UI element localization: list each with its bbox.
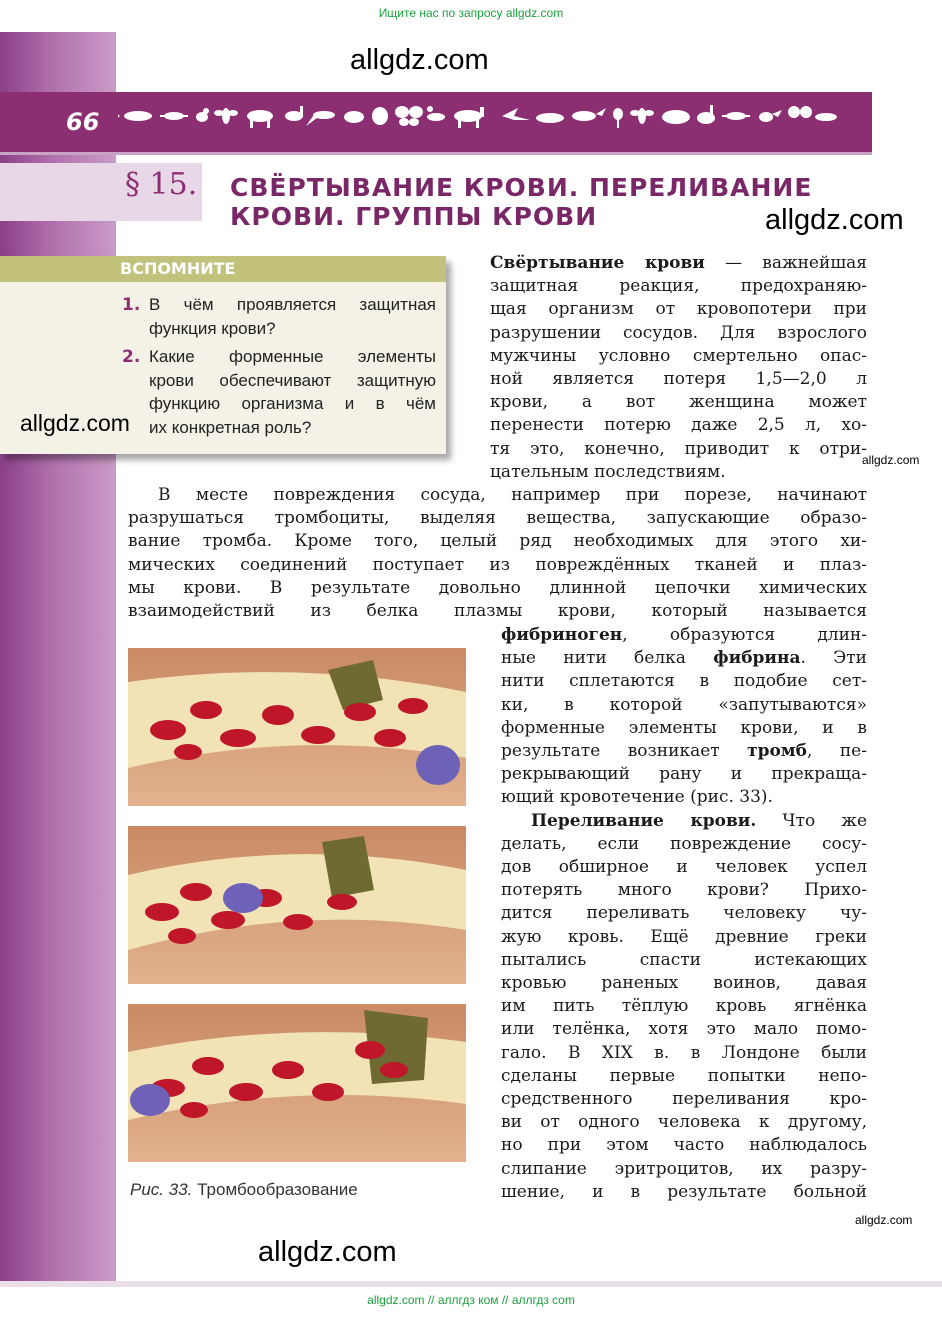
- question-2-line: их конкретная роль?: [149, 417, 312, 437]
- text-line: защитная реакция, предохраняю-: [490, 276, 867, 297]
- text-line: щая организм от кровопотери при: [490, 299, 867, 320]
- text-line: цательным последствиям.: [490, 461, 726, 482]
- text-line: дов обширное и человек успел: [501, 857, 867, 878]
- text-line: разрушении сосудов. Для взрослого: [490, 322, 867, 343]
- text-line: нити сплетаются в подобие сет-: [501, 671, 867, 692]
- beetle-icon: [372, 107, 388, 125]
- deer-icon: [285, 106, 303, 121]
- text-line: мических соединений поступает из повреждённых тканей и плаз-: [128, 554, 867, 575]
- text-line: или телёнка, хотя это мало помо-: [501, 1019, 867, 1040]
- figure-panel-1: [128, 648, 466, 806]
- bird-flying-icon: [502, 108, 530, 120]
- horse-icon: [454, 107, 484, 128]
- text-line: шение, и в результате больной: [501, 1181, 867, 1202]
- question-2-text: [149, 345, 436, 439]
- bird-icon: [196, 108, 209, 122]
- text-line: рекрывающий рану и прекраща-: [501, 764, 867, 785]
- text-line: им пить тёплую кровь ягнёнка: [501, 996, 867, 1017]
- text-line: вание тромба. Кроме того, целый ряд необходимых для этого хи-: [128, 531, 867, 552]
- rabbit-icon: [697, 105, 715, 124]
- dolphin-icon: [815, 113, 837, 121]
- boar-icon: [662, 110, 690, 124]
- text-line: Свёртывание крови — важнейшая: [490, 253, 867, 273]
- section-title: [230, 173, 812, 231]
- section-number: § 15.: [125, 167, 198, 202]
- text-line: сделаны первые попытки непо-: [501, 1065, 867, 1086]
- text-line: кровью раненых воинов, давая: [501, 973, 867, 994]
- term-bold: Свёртывание крови: [490, 253, 705, 273]
- watermark-top: allgdz.com: [350, 44, 489, 76]
- question-1-text: [149, 293, 436, 340]
- lizard-icon: [160, 112, 188, 120]
- text-line: ки, в которой «запутываются»: [501, 694, 867, 715]
- text-line: жую кровь. Ещё древние греки: [501, 926, 867, 947]
- insect-icon-2: [630, 108, 654, 124]
- text-line: дится переливать человеку чу-: [501, 903, 867, 924]
- figure-panel-2: [128, 826, 466, 984]
- section-title-line-2: КРОВИ. ГРУППЫ КРОВИ: [230, 202, 598, 231]
- watermark-right-title: allgdz.com: [765, 204, 904, 236]
- recall-heading: ВСПОМНИТЕ: [120, 259, 236, 278]
- question-2-number: 2.: [122, 347, 141, 367]
- text-line: ные нити белка фибрина. Эти: [501, 648, 867, 669]
- watermark-left: allgdz.com: [20, 410, 130, 436]
- text-line: средственного переливания кро-: [501, 1089, 867, 1110]
- text-line: ви от одного человека к другому,: [501, 1112, 867, 1133]
- butterfly-icon: [395, 106, 423, 126]
- fish-icon: [118, 110, 152, 122]
- text-line: мы крови. В результате довольно длинной цепочки химических: [128, 577, 867, 598]
- butterfly-icon-2: [788, 106, 812, 118]
- text-line: взаимодействий из белка плазмы крови, который называется: [128, 601, 867, 622]
- question-1-line: функция крови?: [149, 318, 276, 338]
- full-width-paragraph: [128, 484, 867, 623]
- frog-icon: [344, 111, 364, 123]
- bird-icon-2: [759, 110, 782, 122]
- beast-icon: [247, 110, 273, 128]
- question-2-line: функцию организма и в чём: [149, 394, 436, 413]
- caption-text: Тромбообразование: [197, 1180, 358, 1199]
- text-line: В месте повреждения сосуда, например при порезе, начинают: [158, 485, 867, 505]
- text-line: пытались спасти истекающих: [501, 949, 867, 970]
- animal-frieze: [118, 102, 838, 130]
- text-line: Переливание крови. Что же: [531, 810, 867, 831]
- bottom-strip: [0, 1281, 942, 1287]
- text-line: крови, а вот женщина может: [490, 392, 867, 413]
- text-line: мужчины условно смертельно опас-: [490, 345, 867, 366]
- text-line: ной является потеря 1,5—2,0 л: [490, 369, 867, 390]
- right-column-top: [490, 252, 867, 484]
- crane-icon: [613, 108, 623, 128]
- text-line: разрушаться тромбоциты, выделяя вещества, запускающие образо-: [128, 508, 867, 529]
- question-2-line: крови обеспечивают защитную: [149, 370, 436, 390]
- text-line: слипание эритроцитов, их разру-: [501, 1158, 867, 1179]
- text-line: форменные элементы крови, и в: [501, 717, 867, 738]
- watermark-small-2: allgdz.com: [855, 1213, 913, 1227]
- right-column-bottom: [501, 624, 867, 1204]
- text-line: делать, если повреждение сосу-: [501, 833, 867, 854]
- watermark-small-1: allgdz.com: [862, 453, 920, 467]
- question-1-number: 1.: [122, 295, 141, 315]
- page-number: 66: [66, 108, 100, 136]
- figure-caption: [130, 1180, 358, 1200]
- text-line: результате возникает тромб, пе-: [501, 741, 867, 762]
- lizard-icon-2: [722, 112, 750, 120]
- runner-icon: [306, 111, 335, 126]
- text-line: фибриноген, образуются длин-: [501, 625, 867, 645]
- caption-label: Рис. 33.: [130, 1180, 193, 1199]
- question-1-line: В чём проявляется защитная: [149, 295, 436, 314]
- scorpion-icon: [427, 106, 445, 121]
- watermark-bottom: allgdz.com: [258, 1236, 397, 1268]
- text-line: гало. В XIX в. в Лондоне были: [501, 1042, 867, 1063]
- text-line: тя это, конечно, приводит к отри-: [490, 438, 867, 459]
- top-note: Ищите нас по запросу allgdz.com: [378, 6, 564, 20]
- question-2-line: Какие форменные элементы: [149, 347, 436, 366]
- insect-icon: [214, 108, 238, 124]
- bottom-note: allgdz.com // аллгдз ком // аллгдз com: [367, 1293, 575, 1307]
- text-line: но при этом часто наблюдалось: [501, 1135, 867, 1156]
- seal-icon: [536, 113, 564, 123]
- text-line: потерять много крови? Прихо-: [501, 880, 867, 901]
- text-line: перенести потерю даже 2,5 л, хо-: [490, 415, 867, 436]
- section-title-line-1: СВЁРТЫВАНИЕ КРОВИ. ПЕРЕЛИВАНИЕ: [230, 173, 813, 202]
- text-line: ющий кровотечение (рис. 33).: [501, 787, 773, 808]
- fox-icon: [572, 108, 606, 121]
- figure-panel-3: [128, 1004, 466, 1162]
- thrombus-figure: [128, 640, 466, 1170]
